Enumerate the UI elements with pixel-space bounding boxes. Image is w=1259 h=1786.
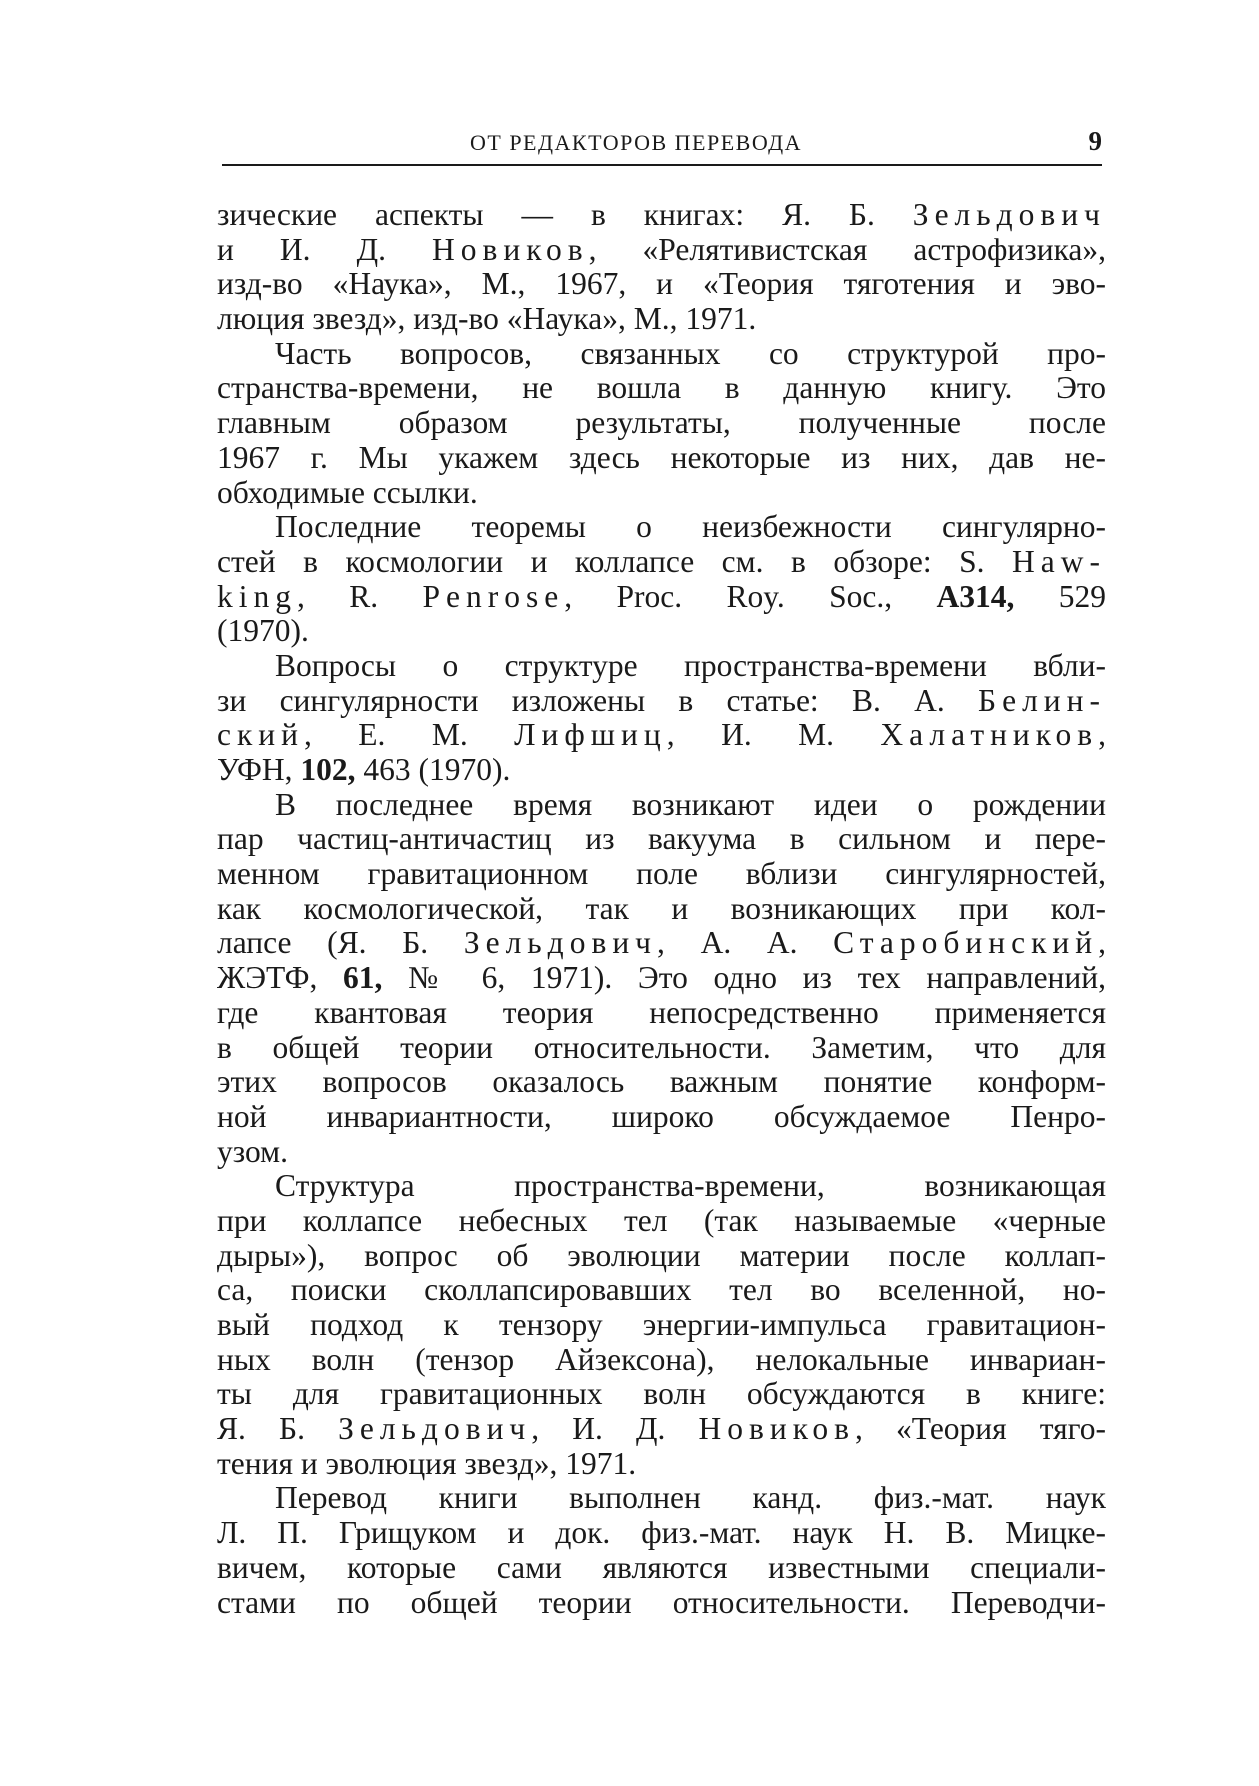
text-line: при коллапсе небесных тел (так называемые «черные bbox=[217, 1202, 1106, 1238]
text-line: (1970). bbox=[217, 613, 309, 649]
text-line: главным образом результаты, полученные после bbox=[217, 405, 1106, 441]
text-line: стей в космологии и коллапсе см. в обзоре: S. Haw- bbox=[217, 543, 1106, 579]
text-line: Перевод книги выполнен канд. физ.-мат. наук bbox=[275, 1480, 1106, 1516]
text-line: узом. bbox=[217, 1133, 288, 1169]
text-line: менном гравитационном поле вблизи сингулярностей, bbox=[217, 856, 1106, 892]
text-line: пар частиц-античастиц из вакуума в сильном и пере- bbox=[217, 821, 1106, 857]
text-line: ных волн (тензор Айзексона), нелокальные инвариан- bbox=[217, 1341, 1106, 1377]
text-line: са, поиски сколлапсировавших тел во вселенной, но- bbox=[217, 1272, 1106, 1308]
text-line: ты для гравитационных волн обсуждаются в книге: bbox=[217, 1376, 1106, 1412]
text-line: странства-времени, не вошла в данную книгу. Это bbox=[217, 370, 1106, 406]
text-line: зи сингулярности изложены в статье: В. А. Белин- bbox=[217, 682, 1106, 718]
text-line: вый подход к тензору энергии-импульса гравитацион- bbox=[217, 1307, 1106, 1342]
text-line: 1967 г. Мы укажем здесь некоторые из них, дав не- bbox=[217, 439, 1106, 475]
text-line: стами по общей теории относительности. Переводчи- bbox=[217, 1584, 1106, 1620]
text-line: Л. П. Грищуком и док. физ.-мат. наук Н. В. Мицке- bbox=[217, 1515, 1106, 1551]
text-line: этих вопросов оказалось важным понятие конформ- bbox=[217, 1064, 1106, 1100]
text-line: В последнее время возникают идеи о рождении bbox=[275, 786, 1106, 822]
text-line: Последние теоремы о неизбежности сингулярно- bbox=[275, 509, 1106, 545]
text-line: где квантовая теория непосредственно применяется bbox=[217, 994, 1106, 1030]
text-line: зические аспекты — в книгах: Я. Б. Зельдович bbox=[217, 197, 1106, 232]
text-line: вичем, которые сами являются известными специали- bbox=[217, 1549, 1106, 1585]
header-rule bbox=[222, 164, 1102, 166]
text-line: Часть вопросов, связанных со структурой про- bbox=[275, 335, 1106, 371]
running-header bbox=[222, 126, 1102, 160]
text-line: в общей теории относительности. Заметим, что для bbox=[217, 1029, 1106, 1065]
text-line: УФН, 102, 463 (1970). bbox=[217, 752, 511, 787]
text-line: Вопросы о структуре пространства-времени вбли- bbox=[275, 647, 1106, 683]
running-title: ОТ РЕДАКТОРОВ ПЕРЕВОДА bbox=[470, 130, 803, 155]
body-text bbox=[217, 198, 1106, 1620]
text-line: как космологической, так и возникающих при кол- bbox=[217, 890, 1106, 926]
page-number: 9 bbox=[1088, 126, 1102, 156]
text-line: Структура пространства-времени, возникающая bbox=[275, 1168, 1106, 1204]
text-line: ский, Е. М. Лифшиц, И. М. Халатников, bbox=[217, 717, 1106, 753]
text-line: обходимые ссылки. bbox=[217, 474, 478, 510]
text-line: king, R. Penrose, Proc. Roy. Soc., A314, 529 bbox=[217, 578, 1106, 614]
text-line: Я. Б. Зельдович, И. Д. Новиков, «Теория тяго- bbox=[217, 1411, 1106, 1447]
text-line: ной инвариантности, широко обсуждаемое Пенро- bbox=[217, 1098, 1106, 1134]
text-line: ЖЭТФ, 61, № 6, 1971). Это одно из тех направлений, bbox=[217, 960, 1106, 996]
text-line: изд-во «Наука», М., 1967, и «Теория тяготения и эво- bbox=[217, 266, 1106, 302]
text-line: люция звезд», изд-во «Наука», М., 1971. bbox=[217, 301, 757, 337]
text-line: лапсе (Я. Б. Зельдович, А. А. Старобинский, bbox=[217, 925, 1106, 961]
text-line: тения и эволюция звезд», 1971. bbox=[217, 1445, 637, 1481]
text-line: и И. Д. Новиков, «Релятивистская астрофизика», bbox=[217, 231, 1107, 267]
text-line: дыры»), вопрос об эволюции материи после коллап- bbox=[217, 1237, 1106, 1273]
